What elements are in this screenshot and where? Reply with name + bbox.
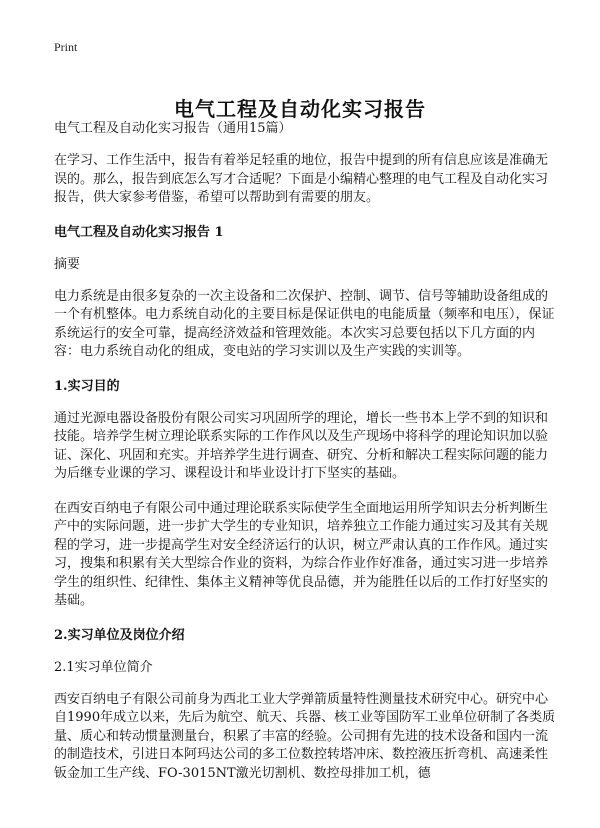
report-heading: 电气工程及自动化实习报告 1: [54, 224, 224, 240]
subsection-heading-company-intro: 2.1实习单位简介: [54, 659, 153, 675]
page-title: 电气工程及自动化实习报告: [174, 97, 426, 122]
intro-paragraph: 在学习、工作生活中，报告有着举足轻重的地位，报告中提到的所有信息应该是准确无误的。那么，报告到底怎么写才合适呢？下面是小编精心整理的电气工程及自动化实习报告，供大家参考借鉴，希望可以帮助到有需要的朋友。: [54, 153, 549, 205]
abstract-label: 摘要: [54, 256, 81, 272]
print-link[interactable]: Print: [54, 40, 78, 54]
section-heading-purpose: 1.实习目的: [54, 378, 120, 394]
purpose-paragraph: 在西安百纳电子有限公司中通过理论联系实际使学生全面地运用所学知识去分析判断生产中的实际问题，进一步扩大学生的专业知识，培养独立工作能力通过实习及其有关规程的学习，进一步提高学生对安全经济运行的认识，树立严肃认真的工作作风。通过实习，搜集和积累有关大型综合作业的资料，为综合作业作好准备，通过实习进一步培养学生的组织性、纪律性、集体主义精神等优良品德，并为能胜任以后的工作打好坚实的基础。: [54, 500, 549, 608]
abstract-paragraph: 电力系统是由很多复杂的一次主设备和二次保护、控制、调节、信号等辅助设备组成的一个有机整体。电力系统自动化的主要目标是保证供电的电能质量（频率和电压），保证系统运行的安全可靠，提高经济效益和管理效能。本次实习总要包括以下几方面的内容：电力系统自动化的组成，变电站的学习实训以及生产实践的实训等。: [54, 288, 555, 359]
document-body: [54, 120, 557, 799]
company-paragraph: 西安百纳电子有限公司前身为西北工业大学弹箭质量特性测量技术研究中心。研究中心自1990年成立以来，先后为航空、航天、兵器、核工业等国防军工业单位研制了各类质量、质心和转动惯量测量台，积累了丰富的经验。公司拥有先进的技术设备和国内一流的制造技术，引进日本阿玛达公司的多工位数控转塔冲床、数控液压折弯机、高速柔性钣金加工生产线、FO-3015NT激光切割机、数控母排加工机，德: [54, 691, 556, 781]
section-heading-company: 2.实习单位及岗位介绍: [54, 627, 185, 643]
document-subtitle: 电气工程及自动化实习报告（通用15篇）: [54, 121, 292, 136]
purpose-paragraph: 通过光源电器设备股份有限公司实习巩固所学的理论，增长一些书本上学不到的知识和技能。培养学生树立理论联系实际的工作作风以及生产现场中将科学的理论知识加以验证、深化、巩固和充实。并培养学生进行调查、研究、分析和解决工程实际问题的能力为后继专业课的学习、课程设计和毕业设计打下坚实的基础。: [54, 410, 549, 481]
